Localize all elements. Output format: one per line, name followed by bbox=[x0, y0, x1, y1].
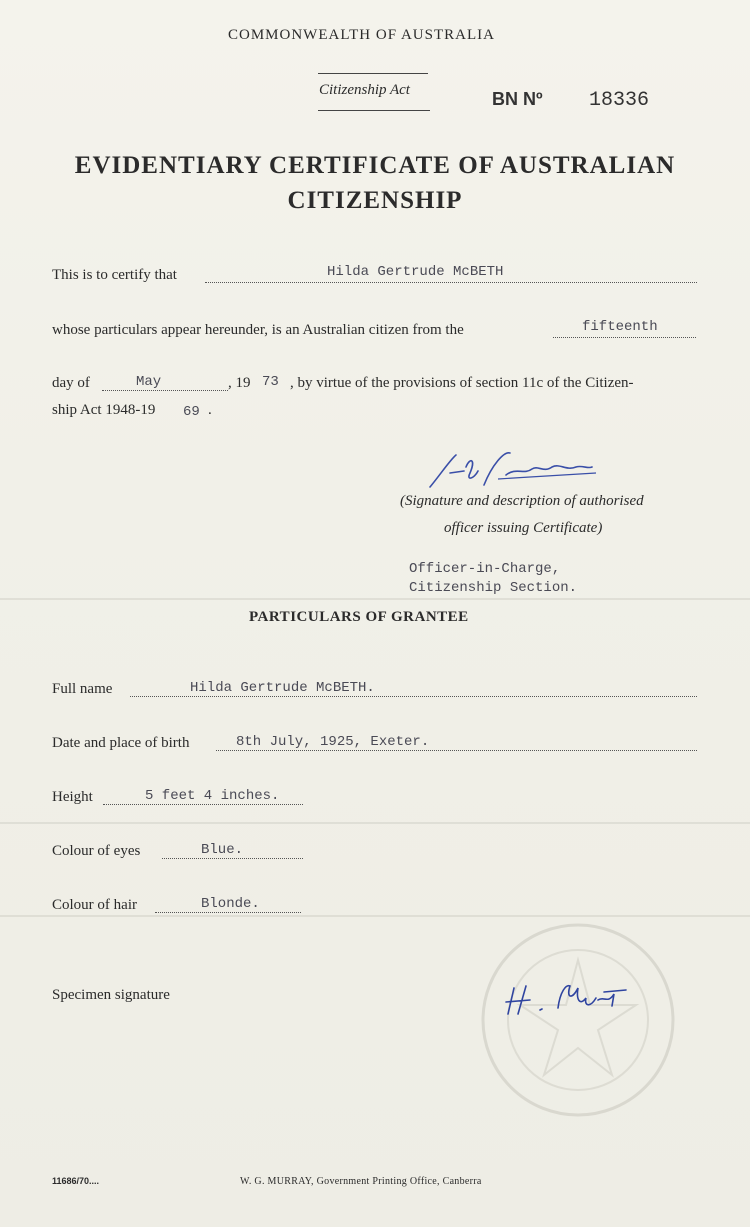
bn-label: BN Nº bbox=[492, 89, 543, 109]
act-line-text: ship Act 1948-19 bbox=[52, 402, 156, 418]
officer-title-1: Officer-in-Charge, bbox=[409, 561, 561, 577]
rule-bottom bbox=[318, 110, 430, 111]
full-name-value: Hilda Gertrude McBETH. bbox=[190, 680, 375, 696]
fold-line bbox=[0, 822, 750, 824]
signature-caption-1: (Signature and description of authorised bbox=[400, 493, 644, 509]
dotted-line bbox=[102, 389, 228, 391]
grantee-name: Hilda Gertrude McBETH bbox=[327, 264, 504, 280]
certificate-title-line2: CITIZENSHIP bbox=[287, 187, 463, 214]
height-value: 5 feet 4 inches. bbox=[145, 788, 280, 804]
year-prefix: , 19 bbox=[228, 375, 251, 391]
hair-value: Blonde. bbox=[201, 896, 260, 912]
virtue-text: , by virtue of the provisions of section 11c of the Citizen- bbox=[290, 375, 634, 391]
full-name-label: Full name bbox=[52, 681, 113, 697]
citizen-day: fifteenth bbox=[582, 319, 658, 335]
birth-label: Date and place of birth bbox=[52, 735, 190, 751]
particulars-heading: PARTICULARS OF GRANTEE bbox=[249, 609, 469, 625]
dotted-line bbox=[553, 336, 696, 338]
height-label: Height bbox=[52, 789, 93, 805]
certify-intro: This is to certify that bbox=[52, 267, 177, 283]
hair-label: Colour of hair bbox=[52, 897, 137, 913]
day-of-text: day of bbox=[52, 375, 90, 391]
birth-value: 8th July, 1925, Exeter. bbox=[236, 734, 430, 750]
citizen-year: 73 bbox=[262, 374, 279, 390]
eyes-value: Blue. bbox=[201, 842, 244, 858]
act-period: . bbox=[208, 402, 212, 418]
fold-line bbox=[0, 598, 750, 600]
whose-text: whose particulars appear hereunder, is an Australian citizen from the bbox=[52, 322, 464, 338]
dotted-line bbox=[205, 281, 697, 283]
certificate-title-line1: EVIDENTIARY CERTIFICATE OF AUSTRALIAN bbox=[74, 152, 676, 179]
commonwealth-heading: COMMONWEALTH OF AUSTRALIA bbox=[228, 27, 495, 43]
printer-credit: W. G. MURRAY, Government Printing Office, Canberra bbox=[240, 1176, 482, 1187]
signature-caption-2: officer issuing Certificate) bbox=[444, 520, 603, 536]
act-year: 69 bbox=[183, 404, 200, 420]
rule-top bbox=[318, 73, 428, 74]
specimen-signature-label: Specimen signature bbox=[52, 987, 170, 1003]
bn-number: 18336 bbox=[589, 89, 650, 112]
act-label: Citizenship Act bbox=[319, 82, 410, 98]
grantee-signature bbox=[500, 972, 630, 1022]
citizen-month: May bbox=[136, 374, 162, 390]
officer-signature bbox=[420, 445, 610, 495]
form-number: 11686/70.... bbox=[52, 1176, 100, 1186]
officer-title-2: Citizenship Section. bbox=[409, 580, 578, 596]
fold-line bbox=[0, 915, 750, 917]
eyes-label: Colour of eyes bbox=[52, 843, 141, 859]
